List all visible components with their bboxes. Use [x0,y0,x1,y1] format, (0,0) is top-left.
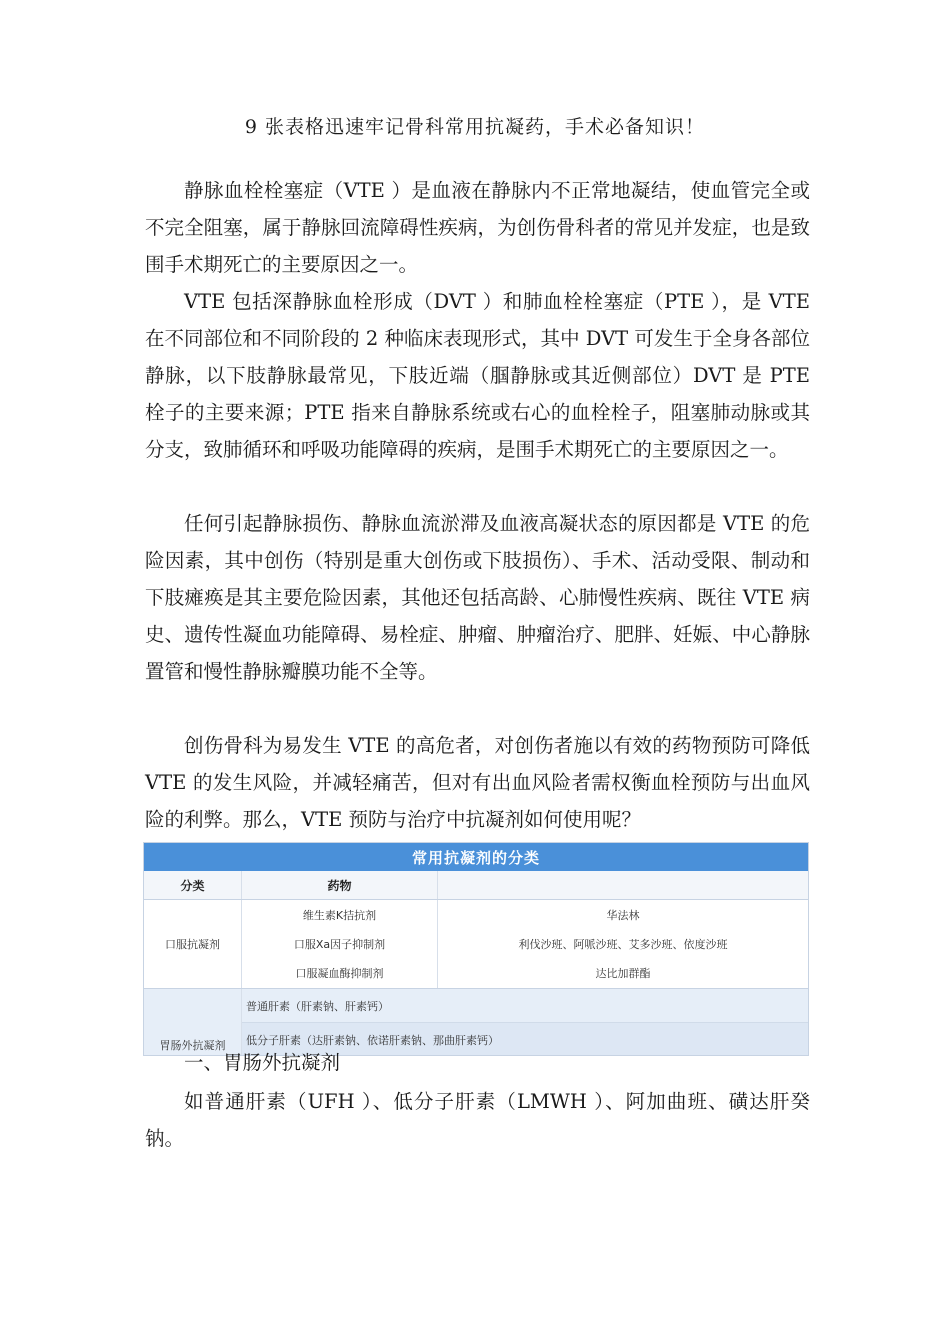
oral-kinds [242,900,438,988]
anticoagulant-table-image [143,842,809,1056]
table-cell: 口服Xa因子抑制剂 [293,937,386,951]
paragraph-3: 任何引起静脉损伤、静脉血流淤滞及血液高凝状态的原因都是 VTE 的危险因素，其中创伤（特别是重大创伤或下肢损伤）、手术、活动受限、制动和下肢瘫痪是其主要危险因素，其他还包括高龄、心肺慢性疾病、既往 VTE 病史、遗传性凝血功能障碍、易栓症、肿瘤、肿瘤治疗、肥胖、妊娠、中心静脉置管和慢性静脉瓣膜功能不全等。 [145,512,810,683]
section-heading: 一、胃肠外抗凝剂 [184,1051,341,1074]
table-cell: 利伐沙班、阿哌沙班、艾多沙班、依度沙班 [518,937,728,951]
parenteral-drugs [242,989,808,1056]
col-header-empty [438,871,808,899]
table-header-row [144,871,808,900]
parenteral-label: 胃肠外抗凝剂 [144,989,242,1056]
paragraph-2: VTE 包括深静脉血栓形成（DVT ）和肺血栓栓塞症（PTE ），是 VTE 在不同部位和不同阶段的 2 种临床表现形式，其中 DVT 可发生于全身各部位静脉，以下肢静脉最常见，下肢近端（腘静脉或其近侧部位）DVT 是 PTE 栓子的主要来源；PTE 指来自静脉系统或右心的血栓栓子，阻塞肺动脉或其分支，致肺循环和呼吸功能障碍的疾病，是围手术期死亡的主要原因之一。 [145,290,810,461]
table-title: 常用抗凝剂的分类 [144,843,808,871]
col-header-class: 分类 [144,871,242,899]
table-cell: 华法林 [606,908,640,922]
oral-label: 口服抗凝剂 [144,900,242,988]
table-cell: 口服凝血酶抑制剂 [295,967,384,981]
document-title: 9 张表格迅速牢记骨科常用抗凝药，手术必备知识！ [244,116,706,138]
col-header-drug: 药物 [242,871,438,899]
table-cell: 低分子肝素（达肝素钠、依诺肝素钠、那曲肝素钙） [242,1023,808,1056]
paragraph-1: 静脉血栓栓塞症（VTE ）是血液在静脉内不正常地凝结，使血管完全或不完全阻塞，属于静脉回流障碍性疾病，为创伤骨科者的常见并发症，也是致围手术期死亡的主要原因之一。 [145,179,810,276]
table-row-parenteral [144,989,808,1056]
oral-drugs [438,900,808,988]
table-row-oral [144,900,808,989]
paragraph-4: 创伤骨科为易发生 VTE 的高危者，对创伤者施以有效的药物预防可降低 VTE 的发生风险，并减轻痛苦，但对有出血风险者需权衡血栓预防与出血风险的利弊。那么，VTE 预防与治疗中抗凝剂如何使用呢？ [145,734,810,831]
table-cell: 达比加群酯 [595,967,651,981]
table-cell: 普通肝素（肝素钠、肝素钙） [242,989,808,1023]
section-paragraph: 如普通肝素（UFH ）、低分子肝素（LMWH ）、阿加曲班、磺达肝癸钠。 [145,1090,810,1150]
table-cell: 维生素K拮抗剂 [302,908,377,922]
